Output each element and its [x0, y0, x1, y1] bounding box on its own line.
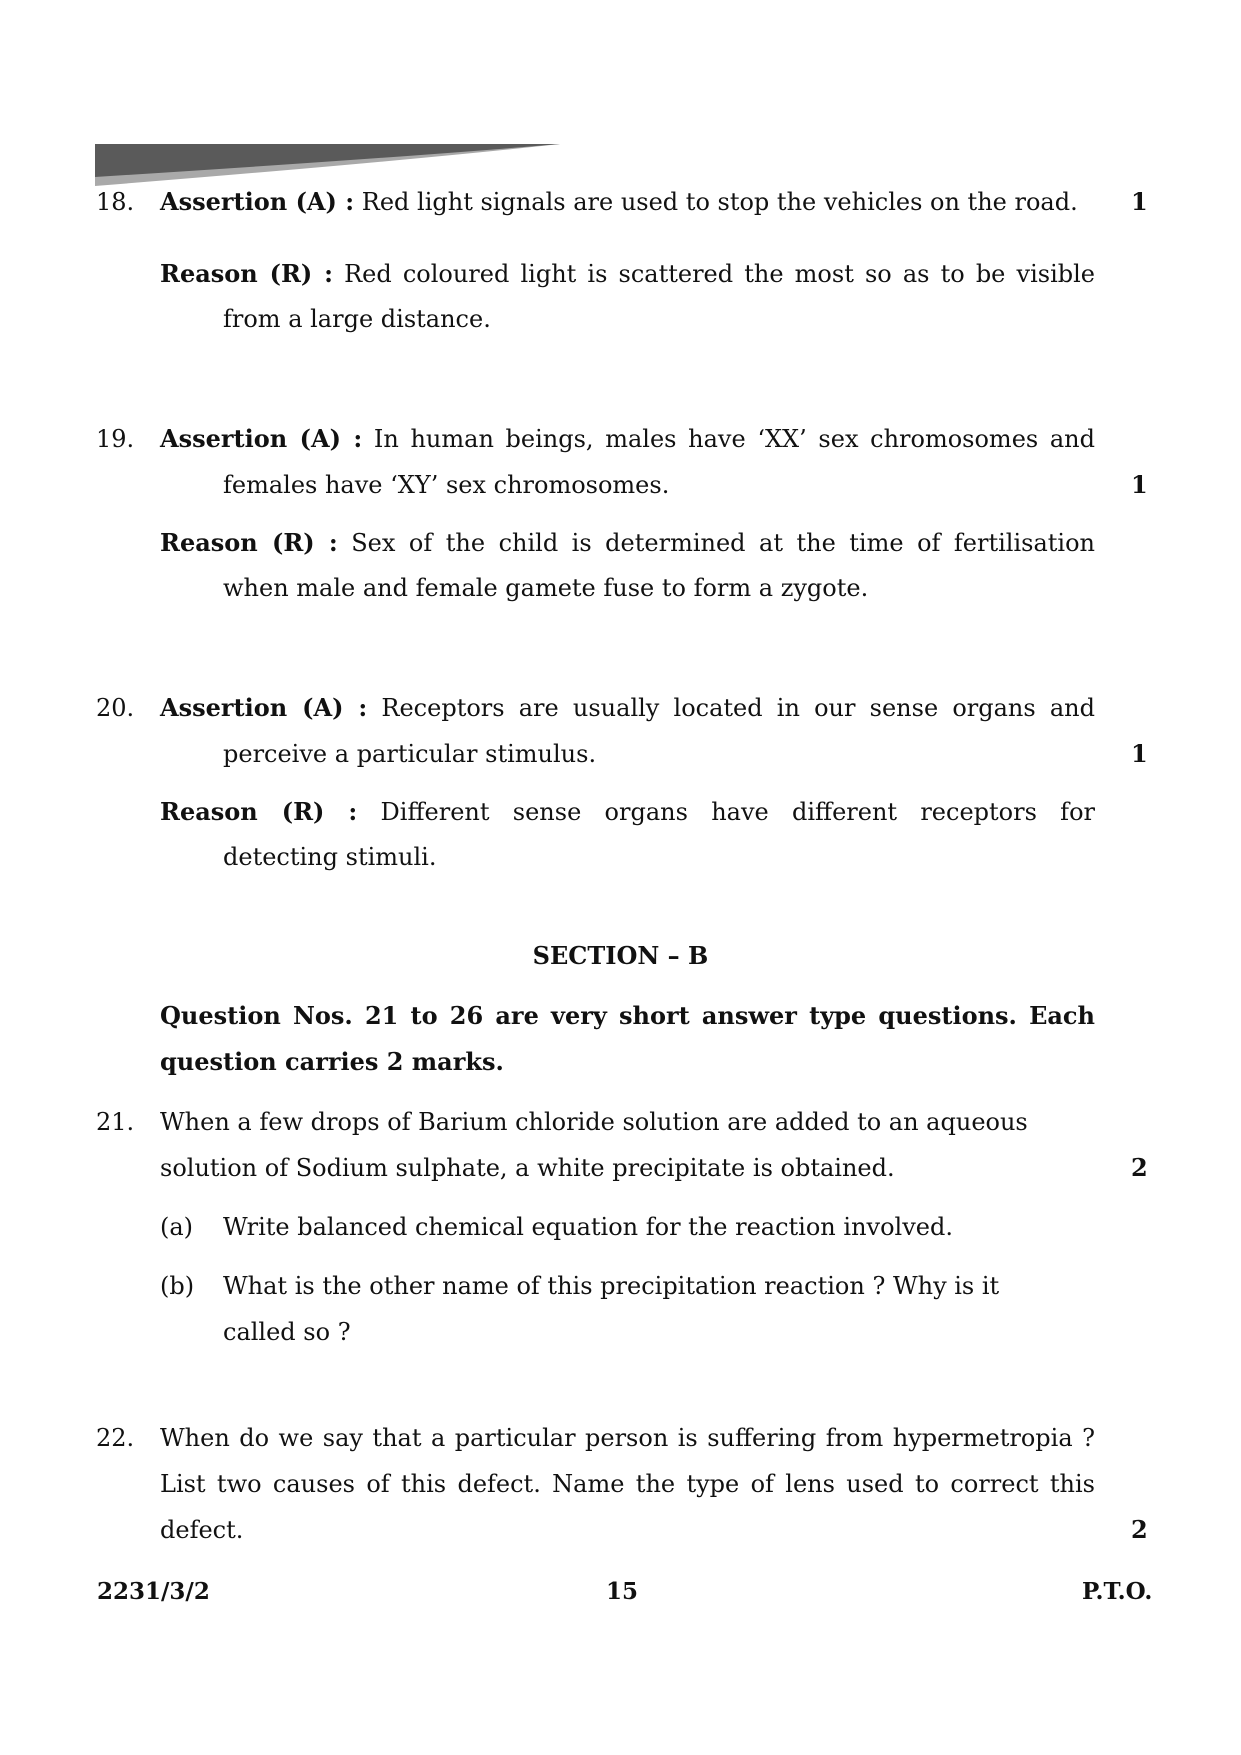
part-text-a: Write balanced chemical equation for the reaction involved.	[223, 1213, 953, 1241]
part-label-a: (a)	[160, 1213, 194, 1241]
part-text-b: What is the other name of this precipitation reaction ? Why is it	[223, 1272, 1000, 1300]
assertion-line	[160, 424, 1095, 453]
marks: 1	[1131, 470, 1148, 499]
assertion-text: In human beings, males have ‘XX’ sex chromosomes and	[373, 425, 1095, 453]
banner-dark-shape	[95, 144, 560, 177]
reason-text-cont: from a large distance.	[223, 305, 491, 333]
reason-label: Reason (R) :	[160, 797, 358, 826]
assertion-text: Red light signals are used to stop the vehicles on the road.	[361, 188, 1078, 216]
assertion-label: Assertion (A) :	[160, 424, 363, 453]
question-text-cont2: defect.	[160, 1516, 244, 1544]
reason-text: Different sense organs have different receptors for	[380, 798, 1095, 826]
assertion-label: Assertion (A) :	[160, 187, 355, 216]
reason-line	[160, 528, 1095, 557]
question-text-cont: List two causes of this defect. Name the type of lens used to correct this	[160, 1470, 1095, 1498]
section-b-title: SECTION – B	[532, 941, 709, 970]
question-number: 19.	[96, 425, 135, 453]
assertion-line	[160, 693, 1095, 722]
assertion-text-cont: perceive a particular stimulus.	[223, 740, 597, 768]
part-label-b: (b)	[160, 1272, 195, 1300]
question-number: 18.	[96, 188, 135, 216]
reason-line	[160, 797, 1095, 826]
assertion-text: Receptors are usually located in our sense organs and	[381, 694, 1095, 722]
assertion-line	[160, 187, 1078, 216]
reason-label: Reason (R) :	[160, 528, 338, 557]
question-number: 22.	[96, 1424, 135, 1452]
reason-line	[160, 259, 1095, 288]
marks: 1	[1131, 187, 1148, 216]
assertion-text-cont: females have ‘XY’ sex chromosomes.	[223, 471, 670, 499]
header-banner	[95, 144, 560, 186]
marks: 2	[1131, 1515, 1148, 1544]
reason-label: Reason (R) :	[160, 259, 333, 288]
page-number: 15	[606, 1578, 639, 1605]
paper-code: 2231/3/2	[97, 1578, 210, 1605]
question-number: 21.	[96, 1108, 135, 1136]
question-number: 20.	[96, 694, 135, 722]
section-b-instructions: Question Nos. 21 to 26 are very short answer type questions. Each	[160, 1001, 1095, 1030]
marks: 2	[1131, 1153, 1148, 1182]
question-text: When do we say that a particular person is suffering from hypermetropia ?	[160, 1424, 1095, 1452]
section-b-instructions-cont: question carries 2 marks.	[160, 1047, 504, 1076]
reason-text-cont: when male and female gamete fuse to form a zygote.	[223, 574, 869, 602]
reason-text-cont: detecting stimuli.	[223, 843, 437, 871]
pto-label: P.T.O.	[1082, 1578, 1153, 1605]
reason-text: Sex of the child is determined at the time of fertilisation	[351, 529, 1095, 557]
reason-text: Red coloured light is scattered the most so as to be visible	[344, 260, 1095, 288]
marks: 1	[1131, 739, 1148, 768]
assertion-label: Assertion (A) :	[160, 693, 368, 722]
question-text-cont: solution of Sodium sulphate, a white precipitate is obtained.	[160, 1154, 895, 1182]
part-text-b-cont: called so ?	[223, 1318, 351, 1346]
question-text: When a few drops of Barium chloride solution are added to an aqueous	[160, 1108, 1028, 1136]
